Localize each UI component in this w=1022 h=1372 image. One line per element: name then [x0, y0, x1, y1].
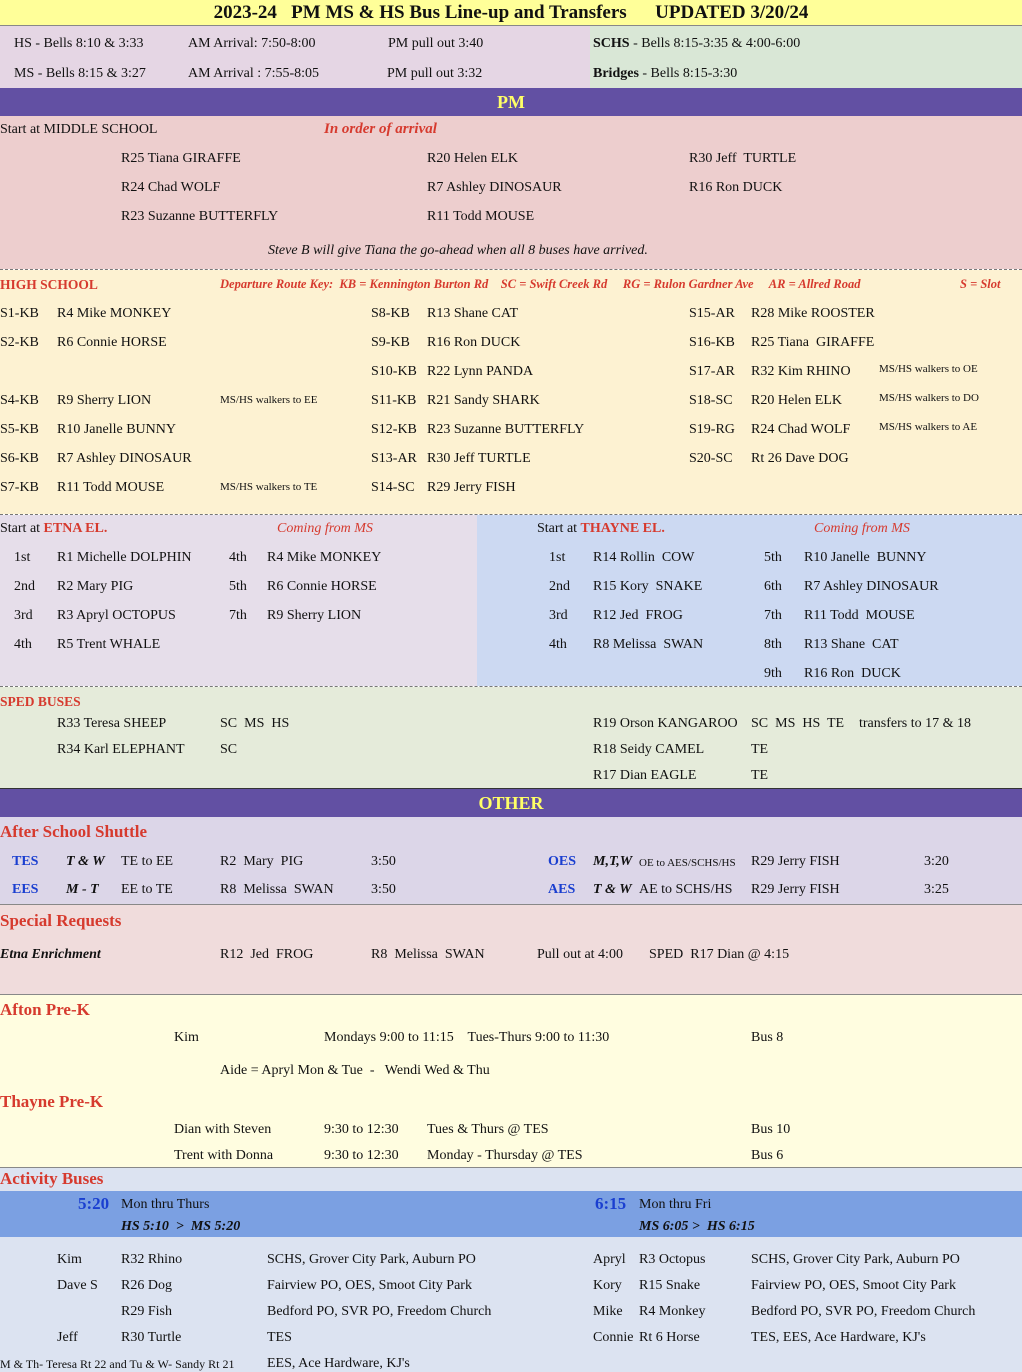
pm-order: In order of arrival: [324, 121, 437, 137]
prek-section: [0, 995, 1022, 1167]
shuttle-days: T & W: [66, 854, 105, 869]
shuttle-code: EES: [12, 882, 39, 897]
activity-bus: R32 Rhino: [121, 1252, 183, 1267]
hs-slot-key: S = Slot: [960, 277, 1001, 291]
bridges-bells: [593, 66, 737, 82]
thayne-bus: R12 Jed FROG: [593, 608, 683, 623]
activity-driver: Kim: [57, 1252, 82, 1267]
afton-title: Afton Pre-K: [0, 1000, 90, 1019]
hs-bus: R10 Janelle BUNNY: [57, 422, 176, 437]
shuttle-route: TE to EE: [121, 854, 174, 869]
hs-slot: S1-KB: [0, 306, 39, 321]
activity-bus: R3 Octopus: [639, 1252, 706, 1267]
pm-note: Steve B will give Tiana the go-ahead when all 8 buses have arrived.: [268, 243, 648, 258]
hs-slot: S14-SC: [371, 480, 415, 495]
hs-slot: S17-AR: [689, 364, 735, 379]
thayne-bus: R16 Ron DUCK: [804, 666, 901, 681]
bridges-name: Bridges: [593, 66, 639, 81]
arrival-order: 2nd: [14, 579, 35, 594]
etna-bus: R6 Connie HORSE: [267, 579, 377, 594]
arrival-order: 3rd: [14, 608, 33, 623]
shuttle-days: M - T: [66, 882, 99, 897]
hs-pullout: PM pull out 3:40: [388, 36, 484, 51]
bridges-text: - Bells 8:15-3:30: [638, 66, 738, 81]
hs-arrival: AM Arrival: 7:50-8:00: [188, 36, 316, 51]
pm-bus: R16 Ron DUCK: [689, 180, 783, 195]
hs-slot: S13-AR: [371, 451, 417, 466]
hs-slot: S10-KB: [371, 364, 417, 379]
pm-bus: R30 Jeff TURTLE: [689, 151, 797, 166]
shuttle-time: 3:50: [371, 882, 396, 897]
hs-bus: R28 Mike ROOSTER: [751, 306, 875, 321]
activity-bus: Rt 6 Horse: [639, 1330, 700, 1345]
shuttle-time: 3:50: [371, 854, 396, 869]
ms-bells: MS - Bells 8:15 & 3:27: [14, 66, 146, 81]
afton-who: Kim: [174, 1030, 199, 1045]
thayne-bus: R15 Kory SNAKE: [593, 579, 703, 594]
activity-stops: Bedford PO, SVR PO, Freedom Church: [267, 1304, 492, 1319]
activity-right-days: Mon thru Fri: [639, 1197, 712, 1212]
shuttle-days: M,T,W: [593, 854, 633, 869]
thayne-name: THAYNE EL.: [580, 521, 665, 536]
sped-note: transfers to 17 & 18: [859, 716, 971, 731]
activity-bus: R26 Dog: [121, 1278, 172, 1293]
activity-bus: R29 Fish: [121, 1304, 172, 1319]
activity-bus: R15 Snake: [639, 1278, 701, 1293]
special-label: Etna Enrichment: [0, 947, 101, 962]
page-title: 2023-24 PM MS & HS Bus Line-up and Transfers UPDATED 3/20/24: [213, 2, 809, 23]
thayne-bus: R10 Janelle BUNNY: [804, 550, 927, 565]
activity-section: [0, 1167, 1022, 1372]
schs-name: SCHS: [593, 36, 630, 51]
thayne-coming: Coming from MS: [814, 521, 910, 536]
afton-aide: Aide = Apryl Mon & Tue - Wendi Wed & Thu: [220, 1063, 490, 1078]
hs-slot: S15-AR: [689, 306, 735, 321]
activity-last-stops: EES, Ace Hardware, KJ's: [267, 1356, 410, 1371]
special-bus1: R12 Jed FROG: [220, 947, 314, 962]
etna-bus: R5 Trent WHALE: [57, 637, 161, 652]
etna-start: [0, 521, 107, 537]
activity-title: Activity Buses: [0, 1169, 104, 1188]
prek-bus: Bus 10: [751, 1122, 791, 1137]
hs-bus: R16 Ron DUCK: [427, 335, 521, 350]
hs-walker-note: MS/HS walkers to EE: [220, 394, 318, 406]
activity-right-time: 6:15: [595, 1194, 627, 1213]
activity-header-band: [0, 1191, 1022, 1237]
etna-start-label: Start at: [0, 521, 44, 536]
hs-slot: S11-KB: [371, 393, 417, 408]
sped-dest: TE: [751, 768, 769, 783]
activity-stops: TES, EES, Ace Hardware, KJ's: [751, 1330, 926, 1345]
hs-bus: R30 Jeff TURTLE: [427, 451, 531, 466]
thayne-bus: R11 Todd MOUSE: [804, 608, 915, 623]
hs-bus: R24 Chad WOLF: [751, 422, 851, 437]
special-bus2: R8 Melissa SWAN: [371, 947, 485, 962]
pm-start: Start at MIDDLE SCHOOL: [0, 122, 158, 137]
hs-bus: R20 Helen ELK: [751, 393, 842, 408]
hs-walker-note: MS/HS walkers to TE: [220, 481, 318, 493]
arrival-order: 2nd: [549, 579, 570, 594]
hs-walker-note: MS/HS walkers to DO: [879, 392, 979, 404]
hs-bus: R22 Lynn PANDA: [427, 364, 534, 379]
title-bar: [0, 0, 1022, 26]
hs-bus: R32 Kim RHINO: [751, 364, 851, 379]
hs-bus: R6 Connie HORSE: [57, 335, 167, 350]
etna-bus: R4 Mike MONKEY: [267, 550, 382, 565]
hs-bus: R9 Sherry LION: [57, 393, 152, 408]
hs-slot: S19-RG: [689, 422, 735, 437]
hs-bus: R11 Todd MOUSE: [57, 480, 165, 495]
hs-bus: R23 Suzanne BUTTERFLY: [427, 422, 585, 437]
arrival-order: 9th: [764, 666, 782, 681]
hs-bus: R4 Mike MONKEY: [57, 306, 172, 321]
etna-bus: R3 Apryl OCTOPUS: [57, 608, 176, 623]
shuttle-bus: R29 Jerry FISH: [751, 854, 840, 869]
hs-slot: S4-KB: [0, 393, 39, 408]
hs-slot: S2-KB: [0, 335, 39, 350]
shuttle-bus: R2 Mary PIG: [220, 854, 304, 869]
sped-bus: R18 Seidy CAMEL: [593, 742, 705, 757]
hs-walker-note: MS/HS walkers to AE: [879, 421, 978, 433]
hs-bus: R21 Sandy SHARK: [427, 393, 540, 408]
etna-name: ETNA EL.: [43, 521, 108, 536]
activity-left-sub: HS 5:10 > MS 5:20: [121, 1219, 241, 1234]
thayne-start: [537, 521, 665, 537]
activity-driver: Kory: [593, 1278, 622, 1293]
shuttle-time: 3:25: [924, 882, 949, 897]
pm-bus: R25 Tiana GIRAFFE: [121, 151, 241, 166]
prek-time: 9:30 to 12:30: [324, 1148, 399, 1163]
shuttle-route: OE to AES/SCHS/HS: [639, 857, 736, 869]
sped-bus: R33 Teresa SHEEP: [57, 716, 167, 731]
pm-section: [0, 116, 1022, 269]
pm-bus: R20 Helen ELK: [427, 151, 518, 166]
activity-left-days: Mon thru Thurs: [121, 1197, 210, 1212]
hs-title: HIGH SCHOOL: [0, 277, 98, 292]
thayne-prek-title: Thayne Pre-K: [0, 1092, 104, 1111]
shuttle-days: T & W: [593, 882, 632, 897]
activity-stops: Fairview PO, OES, Smoot City Park: [751, 1278, 956, 1293]
sped-dest: SC MS HS TE: [751, 716, 845, 731]
thayne-bus: R8 Melissa SWAN: [593, 637, 704, 652]
arrival-order: 8th: [764, 637, 782, 652]
pm-bus: R23 Suzanne BUTTERFLY: [121, 209, 279, 224]
activity-driver: Mike: [593, 1304, 623, 1319]
hs-slot: S18-SC: [689, 393, 733, 408]
sped-dest: SC: [220, 742, 238, 757]
thayne-section: [477, 515, 1022, 686]
hs-bus: R7 Ashley DINOSAUR: [57, 451, 192, 466]
etna-section: [0, 515, 477, 686]
pm-band: PM: [0, 88, 1022, 116]
hs-section: [0, 270, 1022, 514]
sped-section: [0, 687, 1022, 788]
prek-who: Trent with Donna: [174, 1148, 274, 1163]
sped-dest: SC MS HS: [220, 716, 290, 731]
shuttle-time: 3:20: [924, 854, 949, 869]
arrival-order: 5th: [764, 550, 782, 565]
hs-bus: Rt 26 Dave DOG: [751, 451, 849, 466]
activity-driver: Jeff: [57, 1330, 78, 1345]
hs-slot: S9-KB: [371, 335, 410, 350]
hs-slot: S20-SC: [689, 451, 733, 466]
thayne-bus: R7 Ashley DINOSAUR: [804, 579, 939, 594]
activity-right-sub: MS 6:05 > HS 6:15: [639, 1219, 755, 1234]
activity-driver: Apryl: [593, 1252, 626, 1267]
sped-title: SPED BUSES: [0, 694, 81, 709]
arrival-order: 7th: [229, 608, 247, 623]
special-section: [0, 904, 1022, 995]
activity-stops: Fairview PO, OES, Smoot City Park: [267, 1278, 472, 1293]
etna-bus: R9 Sherry LION: [267, 608, 362, 623]
arrival-order: 4th: [14, 637, 32, 652]
shuttle-bus: R29 Jerry FISH: [751, 882, 840, 897]
hs-slot: S16-KB: [689, 335, 735, 350]
shuttle-route: AE to SCHS/HS: [639, 882, 733, 897]
special-pullout: Pull out at 4:00: [537, 947, 623, 962]
hs-slot: S8-KB: [371, 306, 410, 321]
arrival-order: 1st: [14, 550, 31, 565]
hs-slot: S5-KB: [0, 422, 39, 437]
thayne-bus: R14 Rollin COW: [593, 550, 695, 565]
sped-dest: TE: [751, 742, 769, 757]
shuttle-bus: R8 Melissa SWAN: [220, 882, 334, 897]
other-band: OTHER: [0, 788, 1022, 817]
prek-days: Tues & Thurs @ TES: [427, 1122, 549, 1137]
shuttle-code: OES: [548, 854, 577, 869]
sped-bus: R19 Orson KANGAROO: [593, 716, 738, 731]
hs-slot: S6-KB: [0, 451, 39, 466]
activity-stops: Bedford PO, SVR PO, Freedom Church: [751, 1304, 976, 1319]
activity-driver: Connie: [593, 1330, 634, 1345]
shuttle-code: AES: [548, 882, 576, 897]
prek-bus: Bus 6: [751, 1148, 784, 1163]
hs-slot: S12-KB: [371, 422, 417, 437]
arrival-order: 1st: [549, 550, 566, 565]
shuttle-code: TES: [12, 854, 39, 869]
activity-driver: Dave S: [57, 1278, 98, 1293]
etna-bus: R2 Mary PIG: [57, 579, 134, 594]
special-title: Special Requests: [0, 911, 122, 930]
shuttle-route: EE to TE: [121, 882, 173, 897]
arrival-order: 6th: [764, 579, 782, 594]
activity-left-time: 5:20: [78, 1194, 110, 1213]
arrival-order: 3rd: [549, 608, 568, 623]
prek-time: 9:30 to 12:30: [324, 1122, 399, 1137]
prek-who: Dian with Steven: [174, 1122, 272, 1137]
hs-bus: R29 Jerry FISH: [427, 480, 516, 495]
activity-bus: R30 Turtle: [121, 1330, 182, 1345]
schs-text: - Bells 8:15-3:35 & 4:00-6:00: [629, 36, 801, 51]
thayne-start-label: Start at: [537, 521, 581, 536]
bells-section: [0, 26, 1022, 88]
sped-bus: R17 Dian EAGLE: [593, 768, 697, 783]
ms-arrival: AM Arrival : 7:55-8:05: [188, 66, 320, 81]
hs-route-key: Departure Route Key: KB = Kennington Burton Rd SC = Swift Creek Rd RG = Rulon Gardner Ave AR = Allred Road: [220, 277, 861, 291]
activity-stops: SCHS, Grover City Park, Auburn PO: [267, 1252, 476, 1267]
schs-box: [590, 26, 1022, 88]
shuttle-section: [0, 817, 1022, 904]
pm-bus: R7 Ashley DINOSAUR: [427, 180, 562, 195]
special-sped: SPED R17 Dian @ 4:15: [649, 947, 790, 962]
ms-pullout: PM pull out 3:32: [387, 66, 483, 81]
schs-bells: [593, 36, 800, 52]
prek-days: Monday - Thursday @ TES: [427, 1148, 583, 1163]
afton-times: Mondays 9:00 to 11:15 Tues-Thurs 9:00 to 11:30: [324, 1030, 610, 1045]
activity-last-label: M & Th- Teresa Rt 22 and Tu & W- Sandy Rt 21: [0, 1357, 235, 1371]
etna-bus: R1 Michelle DOLPHIN: [57, 550, 192, 565]
thayne-bus: R13 Shane CAT: [804, 637, 899, 652]
hs-walker-note: MS/HS walkers to OE: [879, 363, 978, 375]
hs-bus: R13 Shane CAT: [427, 306, 518, 321]
afton-bus: Bus 8: [751, 1030, 784, 1045]
activity-bus: R4 Monkey: [639, 1304, 706, 1319]
arrival-order: 4th: [229, 550, 247, 565]
arrival-order: 7th: [764, 608, 782, 623]
activity-stops: TES: [267, 1330, 292, 1345]
arrival-order: 5th: [229, 579, 247, 594]
arrival-order: 4th: [549, 637, 567, 652]
pm-bus: R11 Todd MOUSE: [427, 209, 535, 224]
hs-bus: R25 Tiana GIRAFFE: [751, 335, 875, 350]
hs-bells: HS - Bells 8:10 & 3:33: [14, 36, 144, 51]
pm-bus: R24 Chad WOLF: [121, 180, 221, 195]
hs-slot: S7-KB: [0, 480, 39, 495]
shuttle-title: After School Shuttle: [0, 822, 148, 841]
etna-coming: Coming from MS: [277, 521, 373, 536]
activity-stops: SCHS, Grover City Park, Auburn PO: [751, 1252, 960, 1267]
sped-bus: R34 Karl ELEPHANT: [57, 742, 185, 757]
